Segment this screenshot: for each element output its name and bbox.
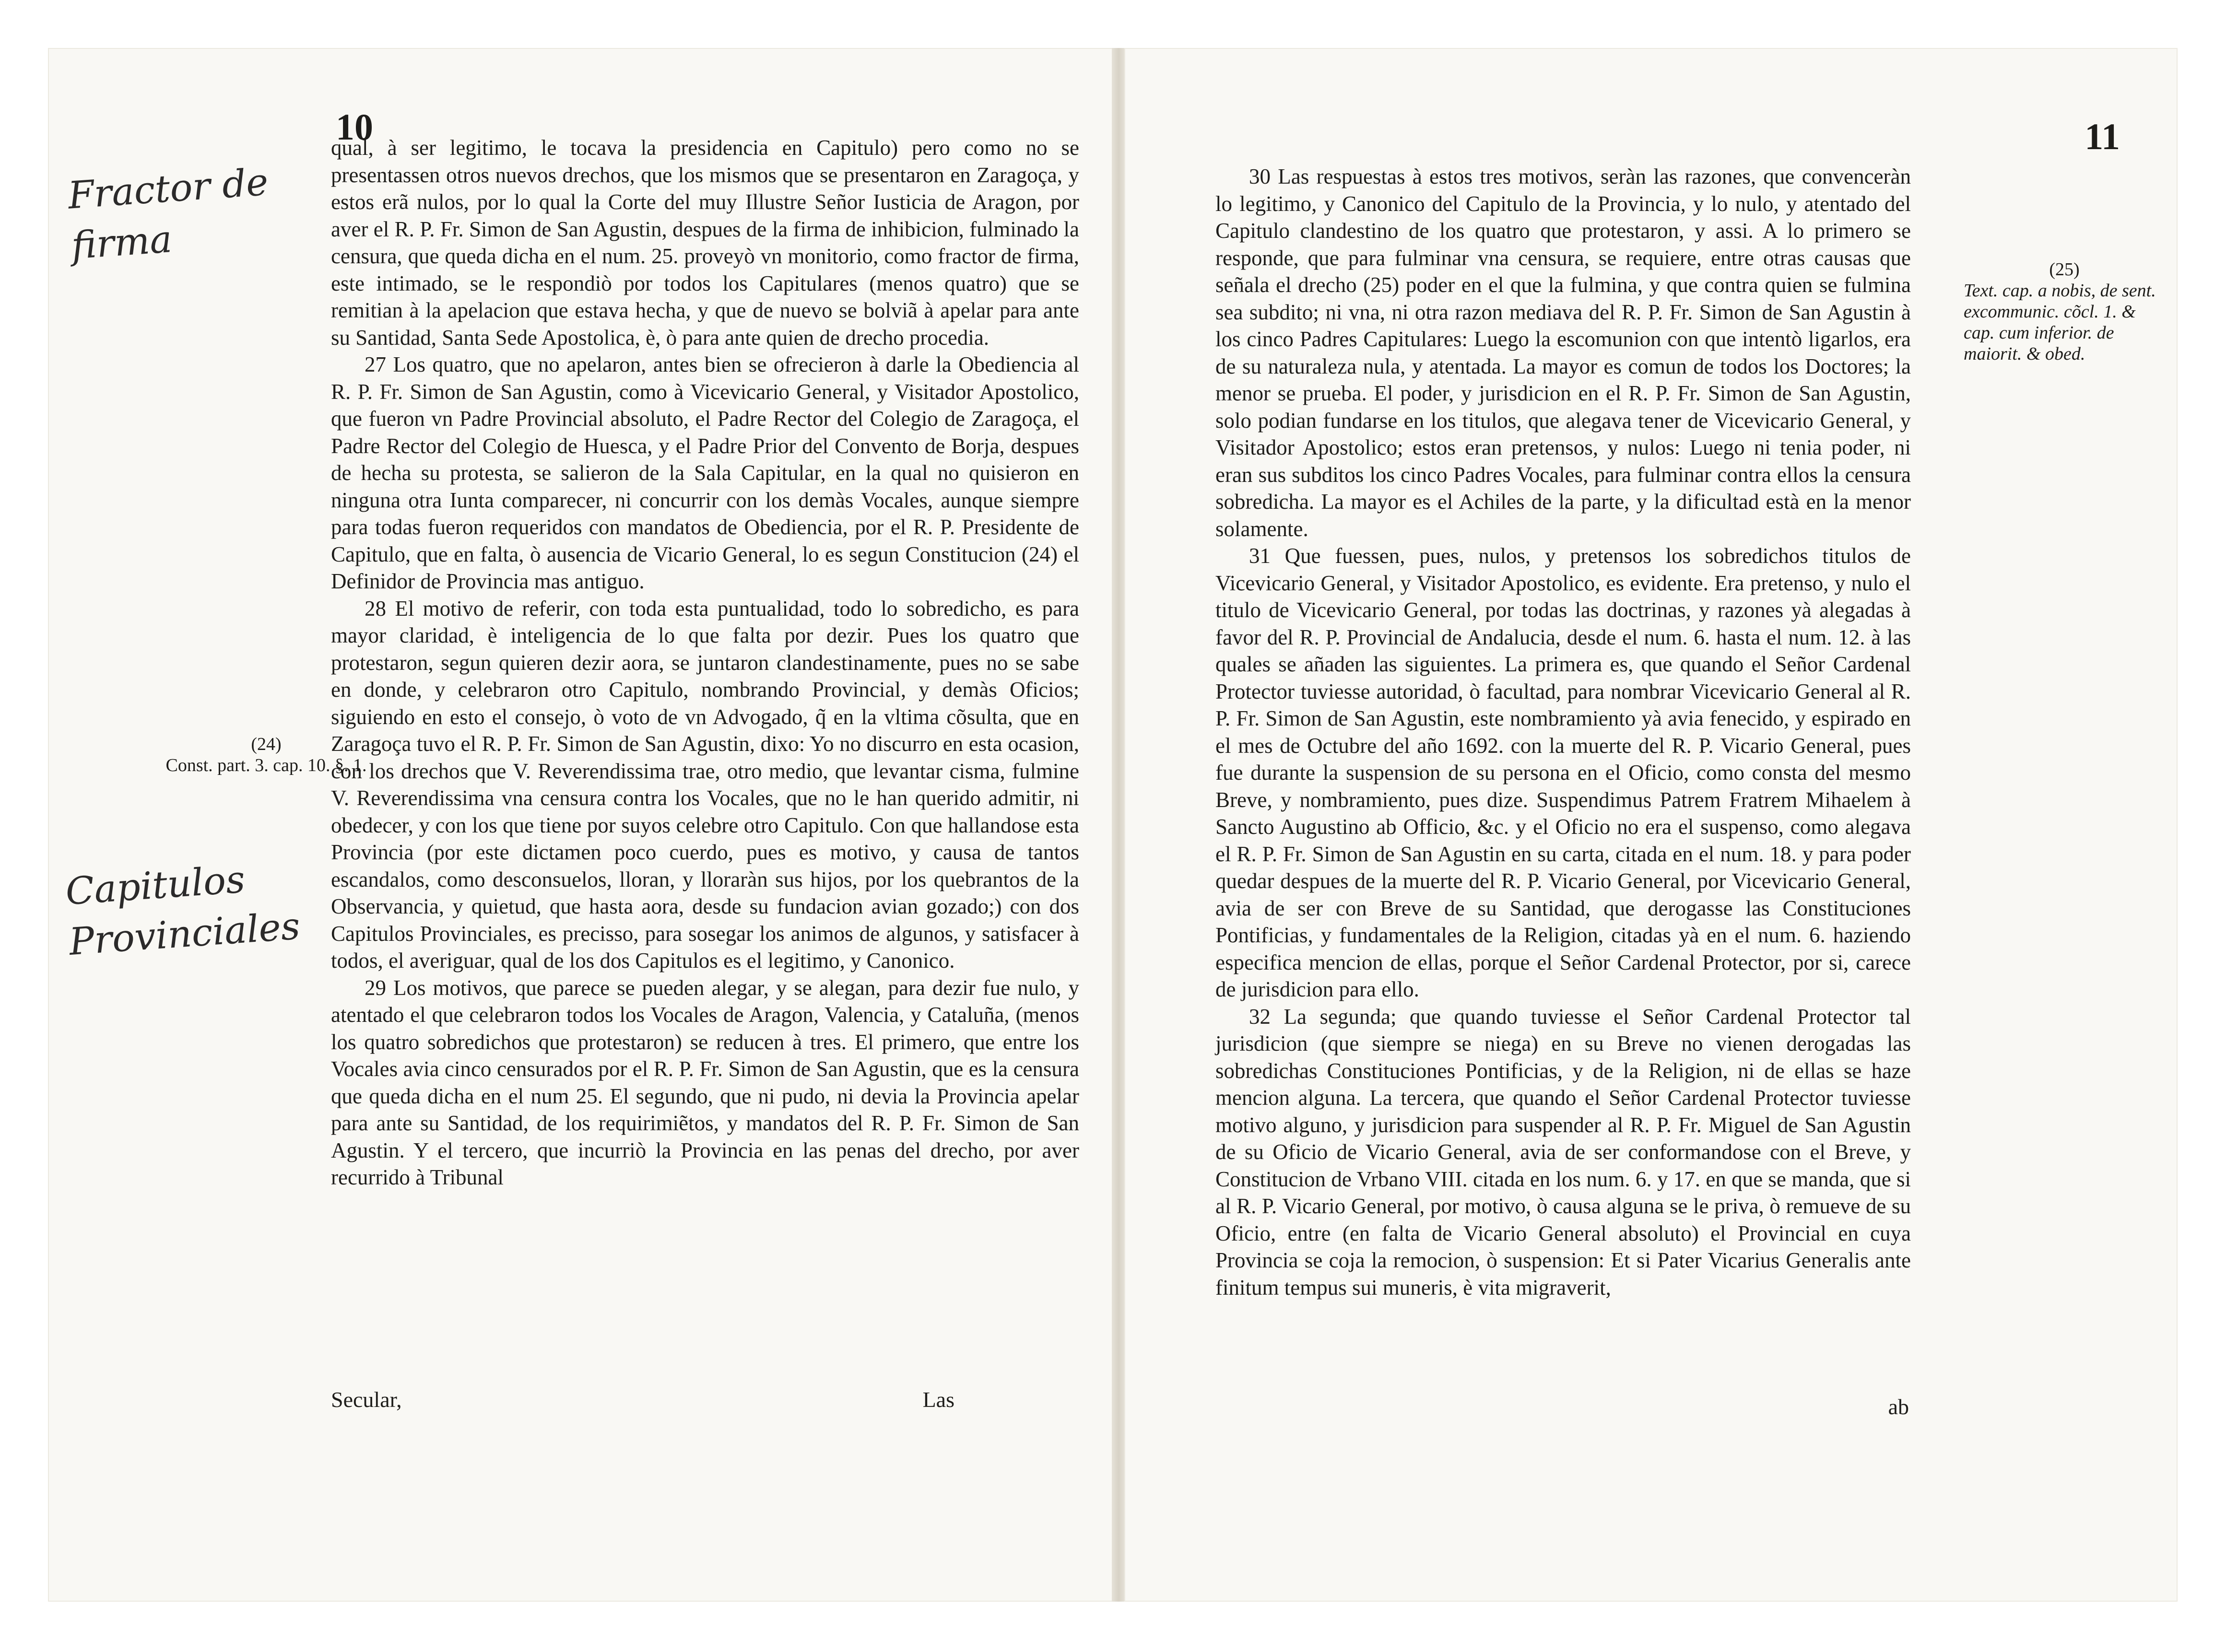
right-page [1124, 48, 2178, 1602]
marginal-citation-text: Const. part. 3. cap. 10. §. 1. [165, 755, 367, 775]
catchword-left: Secular, [331, 1387, 402, 1412]
page-number-left: 10 [336, 106, 373, 148]
marginal-citation-right [1964, 259, 2165, 364]
paragraph: 29 Los motivos, que parece se pueden alegar, y se alegan, para dezir fue nulo, y atentado el que celebraron todos los Vocales de Aragon, Valencia, y Cataluña, (menos los quatro sobredichos que protestaron) se reducen à tres. El primero, que entre los Vocales avia cinco censurados por el R. P. Fr. Simon de San Agustin, que es la censura que queda dicha en el num 25. El segundo, que ni pudo, ni devia la Provincia apelar para ante su Santidad, de los requirimiẽtos, y mandatos del R. P. Fr. Simon de San Agustin. Y el tercero, que incurriò la Provincia en las penas del drecho, por aver recurrido à Tribunal [331, 975, 1079, 1189]
right-page-body [1215, 163, 1911, 1301]
paragraph: 27 Los quatro, que no apelaron, antes bien se ofrecieron à darle la Obediencia al R. P. Fr. Simon de San Agustin, como à Vicevicario General, y Visitador Apostolico, que fueron vn Padre Provincial absoluto, el Padre Rector del Colegio de Zaragoça, el Padre Rector del Colegio de Huesca, y el Padre Prior del Convento de Borja, despues de hecha su protesta, se salieron de la Sala Capitular, en la qual no quisieron en ninguna otra Iunta comparecer, ni concurrir con los demàs Vocales, aunque siempre para todas fueron requeridos con mandatos de Obediencia, por el R. P. Presidente de Capitulo, que en falta, ò ausencia de Vicario General, lo es segun Constitucion (24) el Definidor de Provincia mas antiguo. [331, 352, 1079, 593]
book-spread [48, 48, 2178, 1602]
left-page-body [331, 134, 1079, 1191]
marginal-citation-text: Text. cap. a nobis, de sent. excommunic. cõcl. 1. & cap. cum inferior. de maiorit. & obed. [1964, 281, 2156, 364]
left-page [48, 48, 1113, 1602]
book-gutter [1112, 48, 1125, 1602]
paragraph: 30 Las respuestas à estos tres motivos, seràn las razones, que convenceràn lo legitimo, y Canonico del Capitulo de la Provincia, y lo nulo, y atentado del Capitulo clandestino de los quatro que protestaron, y assi. A lo primero se responde, que para fulminar vna censura, se requiere, entre otras causas que señala el drecho (25) poder en el que la fulmina, y que contra quien se fulmina sea subdito; ni vna, ni otra razon mediava del R. P. Fr. Simon de San Agustin à los cinco Padres Capitulares: Luego la escomunion con que intentò ligarlos, era de su naturaleza nula, y atentada. La mayor es comun de todos los Doctores; la menor se prueba. El poder, y jurisdicion en el R. P. Fr. Simon de San Agustin, solo podian fundarse en los titulos, que alegava tener de Vicevicario General, y Visitador Apostolico; estos eran pretensos, y nulos: Luego ni tenia poder, ni eran sus subditos los cinco Padres Vocales, para fulminar contra ellos la censura sobredicha. La mayor es el Achiles de la parte, y la dificultad està en la menor solamente. [1215, 164, 1911, 541]
handwritten-margin-note-middle: Capitulos Provinciales [64, 858, 302, 964]
catchword-right-page: ab [1888, 1394, 1909, 1419]
paragraph: 31 Que fuessen, pues, nulos, y pretensos los sobredichos titulos de Vicevicario General, y Visitador Apostolico, es evidente. Era pretenso, y nulo el titulo de Vicevicario General, por todas las doctrinas, y razones yà alegadas à favor del R. P. Provincial de Andalucia, desde el num. 6. hasta el num. 12. à las quales se añaden las siguientes. La primera es, que quando el Señor Cardenal Protector tuviesse autoridad, ò facultad, para nombrar Vicevicario General al R. P. Fr. Simon de San Agustin, este nombramiento yà avia fenecido, y espirado en el mes de Octubre del año 1692. con la muerte del R. P. Vicario General, pues fue durante la suspension de su persona en el Oficio, como consta del mesmo Breve, y nombramiento, pues dize. Suspendimus Patrem Fratrem Mihaelem à Sancto Augustino ab Officio, &c. y el Oficio no era el suspenso, como alegava el R. P. Fr. Simon de San Agustin en su carta, citada en el num. 18. y para poder quedar despues de la muerte del R. P. Vicario General, por Vicevicario General, avia de ser con Breve de su Santidad, que derogasse las Constituciones Pontificias, y fundamentales de la Religion, citadas yà en el num. 6. haziendo especifica mencion de ellas, porque el Señor Cardenal Protector, por si, carece de jurisdicion para ello. [1215, 544, 1911, 1001]
paragraph: qual, à ser legitimo, le tocava la presidencia en Capitulo) pero como no se presentassen otros nuevos drechos, que los mismos que se presentaron en Zaragoça, y estos erã nulos, por lo qual la Corte del muy Illustre Señor Iusticia de Aragon, por aver el R. P. Fr. Simon de San Agustin, despues de la firma de inhibicion, fulminado la censura, que queda dicha en el num. 25. proveyò vn monitorio, como fractor de firma, este intimado, se le respondiò por todos los Capitulares (menos quatro) que se remitian à la apelacion que estava hecha, y que de nuevo se bolviã à apelar para ante su Santidad, Santa Sede Apostolica, è, ò para ante quien de drecho procedia. [331, 136, 1079, 350]
handwritten-margin-note-top: Fractor de firma [66, 160, 270, 268]
paragraph: 28 El motivo de referir, con toda esta puntualidad, todo lo sobredicho, es para mayor claridad, è inteligencia de lo que falta por dezir. Pues los quatro que protestaron, segun quieren dezir aora, se juntaron clandestinamente, pues no se sabe en donde, y celebraron otro Capitulo, nombrando Provincial, y demàs Oficios; siguiendo en esto el consejo, ò voto de vn Advogado, q̃ en la vltima cõsulta, que en Zaragoça tuvo el R. P. Fr. Simon de San Agustin, dixo: Yo no discurro en esta ocasion, con los drechos que V. Reverendissima trae, otro medio, que levantar cisma, fulmine V. Reverendissima vna censura contra los Vocales, que no le han querido admitir, ni obedecer, y con los que tiene por suyos celebre otro Capitulo. Con que hallandose esta Provincia (por este dictamen poco cuerdo, pues es motivo, y causa de tantos escandalos, como desconsuelos, lloran, y lloraràn sus hijos, por los quebrantos de la Observancia, y quietud, que hasta aora, desde su fundacion avian gozado;) con dos Capitulos Provinciales, es precisso, para sosegar los animos de algunos, y satisfacer à todos, el averiguar, qual de los dos Capitulos es el legitimo, y Canonico. [331, 596, 1079, 972]
catchword-right: Las [922, 1387, 954, 1412]
page-number-right: 11 [2085, 116, 2120, 157]
marginal-citation-ref: (24) [251, 734, 282, 754]
marginal-citation-ref: (25) [2049, 259, 2080, 280]
paragraph: 32 La segunda; que quando tuviesse el Señor Cardenal Protector tal jurisdicion (que siempre se niega) en su Breve no vienen derogadas las sobredichas Constituciones Pontificias, y de la Religion, ni de ellas se haze mencion alguna. La tercera, que quando el Señor Cardenal Protector tuviesse motivo alguno, y jurisdicion para suspender al R. P. Fr. Miguel de San Agustin de su Oficio de Vicario General, avia de ser conformandose con el Breve, y Constitucion de Vrbano VIII. citada en los num. 6. y 17. en que se manda, que si al R. P. Vicario General, por motivo, ò causa alguna se le priva, ò remueve de su Oficio, entre (en falta de Vicario General absoluto) el Provincial en cuya Provincia se coja la remocion, ò suspension: Et si Pater Vicarius Generalis ante finitum tempus sui muneris, è vita migraverit, [1215, 1004, 1911, 1300]
